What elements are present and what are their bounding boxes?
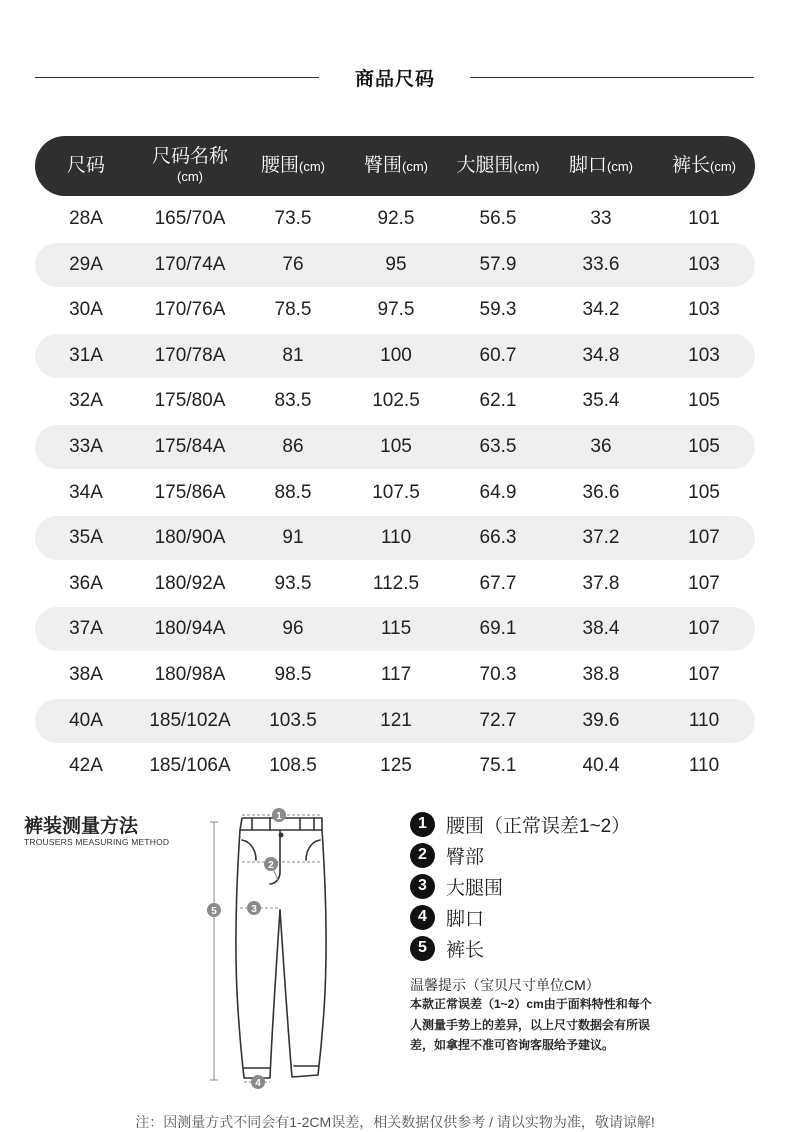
table-cell: 91 <box>282 527 304 549</box>
table-cell: 180/92A <box>154 572 226 594</box>
header-main <box>569 155 633 178</box>
table-row <box>35 288 755 332</box>
table-cell: 37.2 <box>582 527 620 549</box>
diagram-marker-2: 2 <box>268 860 274 871</box>
legend-item <box>410 841 484 869</box>
table-row <box>35 334 755 378</box>
table-cell: 170/74A <box>154 253 226 275</box>
legend-number-icon: 5 <box>410 936 435 961</box>
legend-label: 臀部 <box>446 846 485 868</box>
header-cell <box>243 136 343 196</box>
header-cell <box>346 136 446 196</box>
table-cell: 110 <box>380 527 412 549</box>
header-unit: (cm) <box>513 158 540 174</box>
table-cell: 93.5 <box>274 572 312 594</box>
page-title: 商品尺码 <box>354 69 435 90</box>
table-cell: 125 <box>380 755 412 777</box>
table-cell: 42A <box>69 755 103 777</box>
table-cell: 185/102A <box>149 709 231 731</box>
table-cell: 95 <box>385 253 407 275</box>
table-cell: 98.5 <box>274 664 312 685</box>
table-cell: 28A <box>69 208 103 229</box>
header-main <box>364 155 428 178</box>
header-cell <box>448 136 548 196</box>
table-cell: 75.1 <box>479 755 517 777</box>
table-cell: 175/80A <box>154 390 226 412</box>
table-row <box>35 699 755 743</box>
table-cell: 72.7 <box>479 709 517 731</box>
diagram-marker-1: 1 <box>276 811 282 822</box>
legend-item <box>410 934 484 962</box>
table-cell: 107.5 <box>372 481 420 503</box>
table-cell: 105 <box>380 436 412 457</box>
header-label: 尺码 <box>66 155 105 176</box>
table-cell: 86 <box>282 436 304 457</box>
table-cell: 31A <box>69 344 103 366</box>
header-main <box>261 155 325 178</box>
table-cell: 67.7 <box>479 572 517 594</box>
legend-label: 裤长 <box>446 939 485 961</box>
table-cell: 33 <box>590 208 612 229</box>
table-cell: 36.6 <box>582 481 620 503</box>
table-cell: 37.8 <box>582 572 620 594</box>
header-label: 裤长 <box>671 154 710 176</box>
trousers-diagram <box>200 800 340 1095</box>
table-cell: 30A <box>69 299 103 321</box>
table-cell: 107 <box>688 572 720 594</box>
header-unit: (cm) <box>402 158 428 174</box>
header-cell <box>36 136 136 196</box>
table-cell: 32A <box>69 390 103 412</box>
table-row <box>35 197 755 241</box>
table-cell: 108.5 <box>269 755 317 777</box>
title-line-left <box>35 77 319 78</box>
table-cell: 33.6 <box>582 253 620 275</box>
table-cell: 66.3 <box>479 527 517 549</box>
size-table-header <box>35 136 755 196</box>
table-cell: 117 <box>380 664 412 685</box>
table-cell: 110 <box>688 755 720 777</box>
table-cell: 78.5 <box>274 299 312 321</box>
legend-item <box>410 810 630 838</box>
table-row <box>35 243 755 287</box>
table-cell: 180/98A <box>154 664 226 685</box>
table-cell: 100 <box>380 344 412 366</box>
diagram-marker-4: 4 <box>255 1078 261 1089</box>
table-cell: 34A <box>69 481 103 503</box>
header-label: 腰围 <box>260 154 299 176</box>
table-row <box>35 471 755 515</box>
table-row <box>35 653 755 697</box>
table-row <box>35 744 755 788</box>
tip-title: 温馨提示（宝贝尺寸单位CM） <box>410 977 600 993</box>
table-cell: 107 <box>688 664 720 685</box>
table-cell: 103 <box>688 253 720 275</box>
header-main <box>152 146 228 168</box>
header-label: 大腿围 <box>456 154 514 176</box>
table-cell: 60.7 <box>479 344 517 366</box>
table-row <box>35 379 755 423</box>
table-cell: 63.5 <box>479 436 517 457</box>
header-main <box>67 155 105 177</box>
table-cell: 165/70A <box>154 208 226 229</box>
table-cell: 102.5 <box>372 390 420 412</box>
header-label: 脚口 <box>568 154 607 176</box>
table-cell: 112.5 <box>372 572 420 594</box>
header-cell <box>140 136 240 196</box>
legend-number-icon: 2 <box>410 843 435 868</box>
measure-subtitle: TROUSERS MEASURING METHOD <box>24 837 170 847</box>
legend-label: 脚口 <box>446 908 485 930</box>
header-main <box>672 155 736 178</box>
table-cell: 88.5 <box>274 481 312 503</box>
table-cell: 36A <box>69 572 103 594</box>
table-cell: 39.6 <box>582 709 620 731</box>
table-cell: 38.4 <box>582 618 620 640</box>
table-cell: 105 <box>688 390 720 412</box>
table-cell: 34.8 <box>582 344 620 366</box>
table-cell: 105 <box>688 481 720 503</box>
table-cell: 29A <box>69 253 103 275</box>
table-row <box>35 562 755 606</box>
table-cell: 64.9 <box>479 481 517 503</box>
table-cell: 40.4 <box>582 755 620 777</box>
table-cell: 57.9 <box>479 253 517 275</box>
legend-label: 腰围（正常误差1~2） <box>446 815 631 837</box>
table-cell: 36 <box>590 436 612 457</box>
table-cell: 105 <box>688 436 720 457</box>
table-cell: 170/78A <box>154 344 226 366</box>
table-cell: 33A <box>69 436 103 457</box>
table-cell: 97.5 <box>377 299 415 321</box>
table-cell: 96 <box>282 618 304 640</box>
table-cell: 35.4 <box>582 390 620 412</box>
table-cell: 121 <box>380 709 412 731</box>
table-cell: 76 <box>282 253 304 275</box>
header-cell <box>654 136 754 196</box>
table-cell: 107 <box>688 618 720 640</box>
table-cell: 175/84A <box>154 436 226 457</box>
legend-number-icon: 4 <box>410 905 435 930</box>
legend-number-icon: 1 <box>410 812 435 837</box>
header-label: 臀围 <box>363 154 402 176</box>
header-label: 尺码名称 <box>151 146 228 167</box>
table-cell: 180/94A <box>154 618 226 640</box>
table-cell: 103 <box>688 344 720 366</box>
legend-item <box>410 903 484 931</box>
table-cell: 34.2 <box>582 299 620 321</box>
diagram-marker-3: 3 <box>251 904 257 915</box>
table-cell: 73.5 <box>274 208 312 229</box>
table-row <box>35 607 755 651</box>
table-cell: 101 <box>688 208 720 229</box>
header-unit: (cm) <box>299 158 325 174</box>
table-cell: 115 <box>380 618 412 640</box>
legend-label: 大腿围 <box>446 877 504 899</box>
footer-note: 注：因测量方式不同会有1-2CM误差，相关数据仅供参考 / 请以实物为准，敬请谅解! <box>135 1114 655 1130</box>
header-unit: (cm) <box>710 158 736 174</box>
table-cell: 103.5 <box>269 709 317 731</box>
measure-title: 裤装测量方法 <box>24 816 139 837</box>
table-cell: 185/106A <box>149 755 231 777</box>
table-cell: 38A <box>69 664 103 685</box>
header-main <box>456 155 539 178</box>
diagram-marker-5: 5 <box>211 906 217 917</box>
table-cell: 40A <box>69 709 103 731</box>
table-row <box>35 425 755 469</box>
tip-body: 本款正常误差（1~2）cm由于面料特性和每个人测量手势上的差异，以上尺寸数据会有所误差，如拿捏不准可咨询客服给予建议。 <box>410 997 652 1052</box>
table-cell: 62.1 <box>479 390 517 412</box>
table-cell: 35A <box>69 527 103 549</box>
legend-item <box>410 872 503 900</box>
header-unit: (cm) <box>607 158 633 174</box>
table-cell: 70.3 <box>479 664 517 685</box>
table-cell: 170/76A <box>154 299 226 321</box>
legend-number-icon: 3 <box>410 874 435 899</box>
header-cell <box>551 136 651 196</box>
table-cell: 37A <box>69 618 103 640</box>
header-unit: (cm) <box>177 169 203 184</box>
table-cell: 103 <box>688 299 720 321</box>
table-row <box>35 516 755 560</box>
table-cell: 81 <box>282 344 304 366</box>
table-cell: 83.5 <box>274 390 312 412</box>
table-cell: 107 <box>688 527 720 549</box>
table-cell: 56.5 <box>479 208 517 229</box>
table-cell: 110 <box>688 709 720 731</box>
table-cell: 69.1 <box>479 618 517 640</box>
table-cell: 38.8 <box>582 664 620 685</box>
table-cell: 92.5 <box>377 208 415 229</box>
title-line-right <box>470 77 754 78</box>
table-cell: 175/86A <box>154 481 226 503</box>
table-cell: 59.3 <box>479 299 517 321</box>
table-cell: 180/90A <box>154 527 226 549</box>
